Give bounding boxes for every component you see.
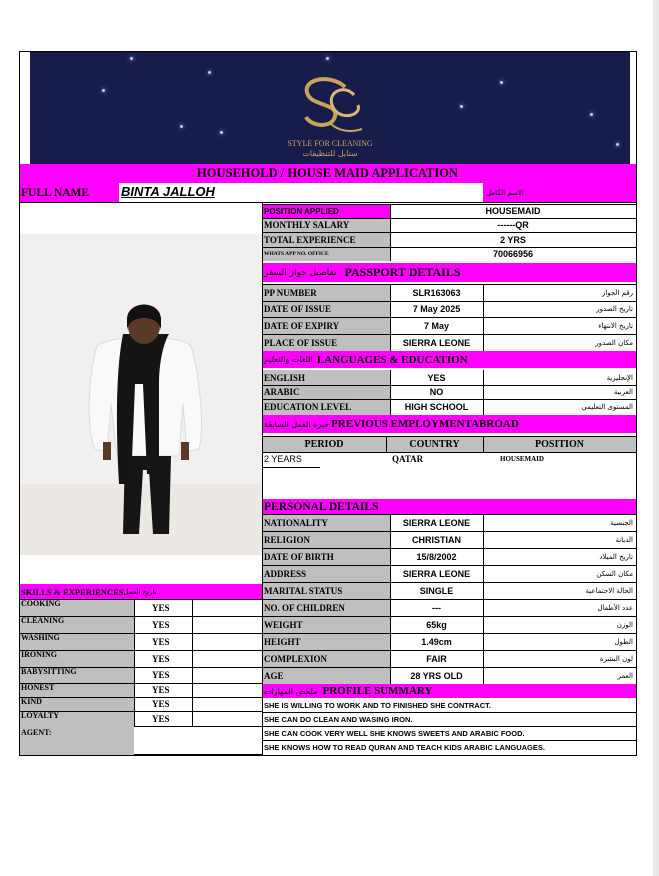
employment-country: QATAR — [392, 454, 424, 464]
arabic-arabic: العربية — [613, 388, 633, 396]
pp-number-value: SLR163063 — [412, 287, 461, 298]
personal-label: COMPLEXION — [262, 650, 390, 667]
employment-header — [262, 415, 636, 433]
logo-text-arabic: ستايل للتنظيفات — [302, 149, 358, 158]
agent-field — [134, 726, 262, 755]
row-divider — [262, 616, 636, 617]
arabic-value: NO — [429, 387, 444, 397]
skill-value: YES — [152, 670, 170, 680]
row-divider — [19, 616, 262, 617]
personal-label: ADDRESS — [262, 565, 390, 582]
personal-value: SINGLE — [419, 585, 454, 596]
profile-line-2: SHE CAN DO CLEAN AND WASING IRON. — [264, 714, 413, 724]
row-divider — [262, 531, 636, 532]
personal-value: --- — [432, 602, 441, 613]
col-country: COUNTRY — [386, 436, 483, 452]
row-divider — [262, 514, 636, 515]
personal-label: NO. OF CHILDREN — [262, 599, 390, 616]
education-level-value: HIGH SCHOOL — [404, 402, 469, 412]
personal-arabic: الطول — [614, 637, 633, 646]
row-divider — [19, 667, 262, 668]
english-arabic: الإنجليزية — [606, 373, 633, 382]
place-of-issue-label: PLACE OF ISSUE — [262, 334, 390, 351]
full-name-arabic: الاسم الكامل — [483, 183, 636, 202]
agent-label: AGENT: — [19, 726, 134, 755]
passport-header-title: PASSPORT DETAILS — [344, 265, 461, 279]
row-divider — [262, 633, 636, 634]
personal-value: 65kg — [426, 619, 447, 630]
personal-value: 1.49cm — [421, 636, 452, 647]
skill-value: YES — [152, 619, 170, 630]
date-of-issue-arabic: تاريخ الصدور — [596, 305, 633, 313]
personal-label: MARITAL STATUS — [262, 582, 390, 599]
pp-number-arabic: رقم الجواز — [601, 288, 633, 297]
skills-header — [19, 584, 262, 599]
skills-header-title: SKILLS & EXPERIENCES — [21, 586, 124, 597]
column-divider — [390, 514, 391, 684]
column-divider — [483, 514, 484, 684]
row-divider — [262, 650, 636, 651]
whatsapp-value: 70066956 — [492, 249, 534, 259]
personal-label: AGE — [262, 667, 390, 684]
profile-header — [262, 684, 636, 698]
arabic-label: ARABIC — [262, 385, 390, 399]
total-experience-label: TOTAL EXPERIENCE — [262, 232, 390, 247]
full-name-value: BINTA JALLOH — [121, 184, 215, 199]
company-logo — [250, 65, 410, 161]
profile-header-arabic: ملخص المهارات — [264, 686, 318, 696]
row-divider — [19, 599, 262, 600]
column-divider — [192, 599, 193, 726]
personal-arabic: العمر — [617, 671, 633, 680]
personal-arabic: الديانة — [615, 535, 633, 544]
date-of-expiry-label: DATE OF EXPIRY — [262, 317, 390, 334]
passport-header-arabic: تفاصيل جواز السفر — [264, 267, 337, 278]
personal-arabic: الجنسية — [610, 518, 633, 527]
col-period: PERIOD — [262, 436, 386, 452]
profile-box — [262, 698, 637, 756]
skill-label: IRONING — [19, 650, 134, 667]
row-divider — [262, 582, 636, 583]
personal-label: DATE OF BIRTH — [262, 548, 390, 565]
row-divider — [19, 711, 262, 712]
skill-label: LOYALTY — [19, 711, 134, 726]
col-position: POSITION — [483, 436, 636, 452]
personal-value: CHRISTIAN — [412, 534, 461, 545]
full-name-field — [119, 183, 483, 202]
position-applied-value: HOUSEMAID — [485, 206, 541, 216]
employment-position: HOUSEMAID — [500, 455, 544, 463]
skill-label: HONEST — [19, 683, 134, 697]
date-of-issue-label: DATE OF ISSUE — [262, 301, 390, 317]
education-level-label: EDUCATION LEVEL — [262, 399, 390, 415]
personal-arabic: مكان السكن — [596, 569, 633, 578]
personal-label: RELIGION — [262, 531, 390, 548]
employment-header-arabic: خبرة العمل السابقة — [264, 419, 330, 429]
skill-value: YES — [152, 602, 170, 613]
profile-line-4: SHE KNOWS HOW TO READ QURAN AND TEACH KIDS ARABIC LANGUAGES. — [264, 743, 545, 752]
place-of-issue-arabic: مكان الصدور — [595, 338, 633, 347]
personal-arabic: عدد الأطفال — [597, 603, 633, 612]
languages-header-title: LANGUAGES & EDUCATION — [316, 353, 468, 366]
education-level-arabic: المستوى التعليمي — [581, 403, 633, 411]
monthly-salary-label: MONTHLY SALARY — [262, 218, 390, 232]
skill-label: BABYSITTING — [19, 667, 134, 683]
skill-value: YES — [152, 685, 170, 695]
skill-label: WASHING — [19, 633, 134, 650]
row-divider — [19, 650, 262, 651]
passport-header — [262, 263, 636, 282]
personal-label: WEIGHT — [262, 616, 390, 633]
personal-arabic: الحالة الاجتماعية — [585, 586, 633, 595]
skill-label: KIND — [19, 697, 134, 711]
personal-arabic: الوزن — [616, 620, 633, 629]
logo-text: STYLE FOR CLEANING — [287, 139, 373, 148]
personal-value: SIERRA LEONE — [402, 568, 471, 579]
page-edge — [653, 0, 659, 876]
profile-header-title: PROFILE SUMMARY — [322, 685, 433, 697]
personal-label: NATIONALITY — [262, 514, 390, 531]
whatsapp-label: WHATS APP NO. OFFICE — [262, 247, 390, 261]
personal-value: 15/8/2002 — [416, 551, 457, 562]
skill-value: YES — [152, 713, 170, 724]
personal-header: PERSONAL DETAILS — [262, 499, 636, 514]
row-divider — [262, 565, 636, 566]
personal-value: 28 YRS OLD — [410, 670, 463, 681]
profile-line-3: SHE CAN COOK VERY WELL SHE KNOWS SWEETS AND ARABIC FOOD. — [264, 728, 525, 738]
personal-value: SIERRA LEONE — [402, 517, 471, 528]
candidate-photo — [19, 234, 262, 555]
column-divider — [134, 599, 135, 726]
date-of-issue-value: 7 May 2025 — [412, 304, 461, 314]
monthly-salary-value: ------QR — [497, 220, 529, 230]
profile-line-1: SHE IS WILLING TO WORK AND TO FINISHED SHE CONTRACT. — [264, 700, 491, 710]
personal-value: FAIR — [426, 653, 447, 664]
person-photo-icon — [19, 234, 262, 555]
total-experience-value: 2 YRS — [500, 234, 526, 245]
employment-header-title: PREVIOUS EMPLOYMENTABROAD — [331, 418, 519, 430]
english-value: YES — [427, 372, 446, 383]
logo-mark-icon — [250, 65, 410, 141]
logo-banner — [30, 51, 630, 164]
row-divider — [19, 683, 262, 684]
date-of-expiry-value: 7 May — [423, 320, 449, 331]
languages-header — [262, 351, 636, 368]
skill-value: YES — [152, 699, 170, 709]
full-name-label: FULL NAME — [19, 183, 119, 202]
employment-period: 2 YEARS — [264, 454, 302, 464]
personal-arabic: تاريخ الميلاد — [599, 552, 633, 561]
row-divider — [262, 548, 636, 549]
row-divider — [262, 667, 636, 668]
pp-number-label: PP NUMBER — [262, 284, 390, 301]
row-divider — [19, 633, 262, 634]
form-title: HOUSEHOLD / HOUSE MAID APPLICATION — [19, 164, 636, 183]
row-divider — [19, 697, 262, 698]
row-divider — [262, 599, 636, 600]
place-of-issue-value: SIERRA LEONE — [402, 337, 471, 348]
personal-arabic: لون البشرة — [599, 654, 633, 663]
skill-label: CLEANING — [19, 616, 134, 633]
skills-header-arabic: تاريخ العمل — [123, 587, 157, 596]
personal-label: HEIGHT — [262, 633, 390, 650]
languages-header-arabic: اللغات والتعليم — [264, 355, 313, 364]
position-applied-label: POSITION APPLIED — [262, 204, 390, 218]
date-of-expiry-arabic: تاريخ الانتهاء — [598, 321, 633, 330]
skill-label: COOKING — [19, 599, 134, 616]
skill-value: YES — [152, 653, 170, 664]
english-label: ENGLISH — [262, 370, 390, 385]
skill-value: YES — [152, 636, 170, 647]
